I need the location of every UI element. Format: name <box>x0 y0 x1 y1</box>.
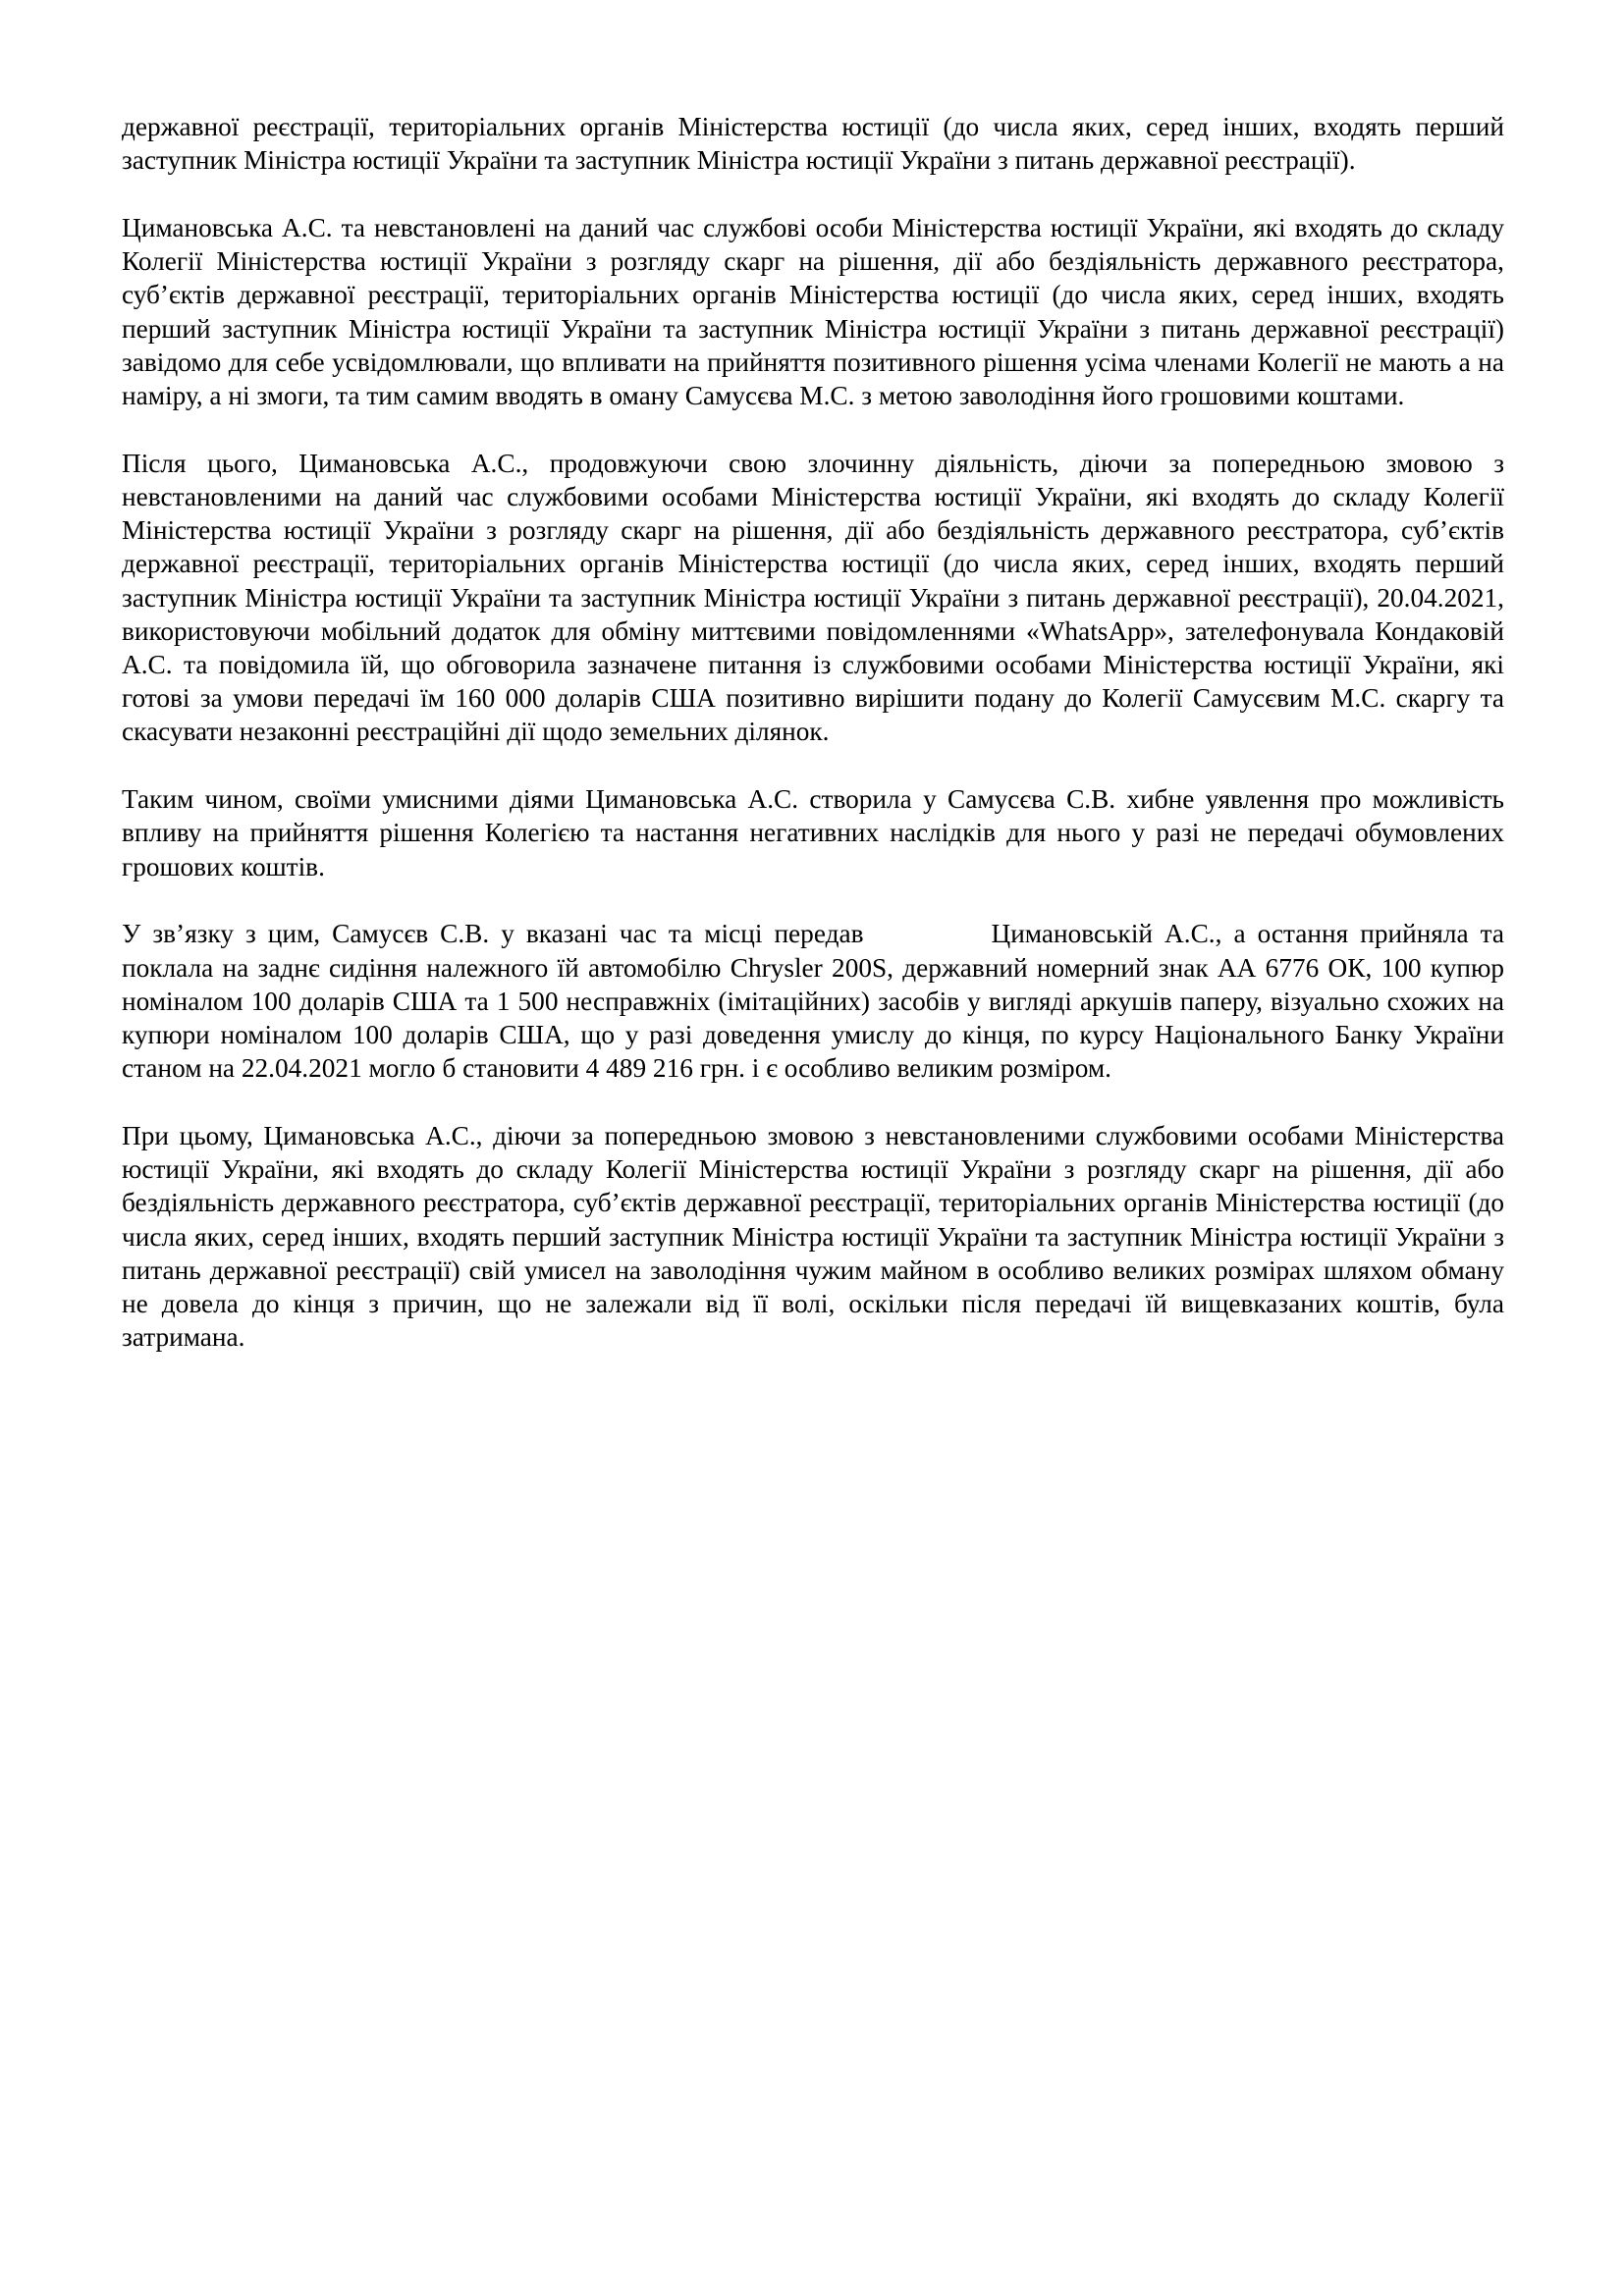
paragraph-continuation: державної реєстрації, територіальних органів Міністерства юстиції (до числа яких, серед інших, входять перший заступник Міністра юстиції України та заступник Міністра юстиції України з питань державної реєстрації). <box>122 112 1504 176</box>
paragraph-money-transfer <box>122 917 1504 1085</box>
paragraph-money-transfer-part1: У зв’язку з цим, Самусєв С.В. у вказані час та місці передав <box>122 919 864 949</box>
paragraph-awareness: Цимановська А.С. та невстановлені на даний час службові особи Міністерства юстиції України, які входять до складу Колегії Міністерства юстиції України з розгляду скарг на рішення, дії або бездіяльність державного реєстратора, суб’єктів державної реєстрації, територіальних органів Міністерства юстиції (до числа яких, серед інших, входять перший заступник Міністра юстиції України та заступник Міністра юстиції України з питань державної реєстрації) завідомо для себе усвідомлювали, що впливати на прийняття позитивного рішення усіма членами Колегії не мають а на наміру, а ні змоги, та тим самим вводять в оману Самусєва М.С. з метою заволодіння його грошовими коштами. <box>122 213 1504 411</box>
paragraph-whatsapp-call: Після цього, Цимановська А.С., продовжуючи свою злочинну діяльність, діючи за попередньою змовою з невстановленими на даний час службовими особами Міністерства юстиції України, які входять до складу Колегії Міністерства юстиції України з розгляду скарг на рішення, дії або бездіяльність державного реєстратора, суб’єктів державної реєстрації, територіальних органів Міністерства юстиції (до числа яких, серед інших, входять перший заступник Міністра юстиції України та заступник Міністра юстиції України з питань державної реєстрації), 20.04.2021, використовуючи мобільний додаток для обміну миттєвими повідомленнями «WhatsApp», зателефонувала Кондаковій А.С. та повідомила їй, що обговорила зазначене питання із службовими особами Міністерства юстиції України, які готові за умови передачі їм 160 000 доларів США позитивно вирішити подану до Колегії Самусєвим М.С. скаргу та скасувати незаконні реєстраційні дії щодо земельних ділянок. <box>122 448 1504 747</box>
paragraph-false-impression: Таким чином, своїми умисними діями Цимановська А.С. створила у Самусєва С.В. хибне уявлення про можливість впливу на прийняття рішення Колегією та настання негативних наслідків для нього у разі не передачі обумовлених грошових коштів. <box>122 784 1504 881</box>
document-page <box>122 110 1504 1388</box>
paragraph-detention: При цьому, Цимановська А.С., діючи за попередньою змовою з невстановленими службовими особами Міністерства юстиції України, які входять до складу Колегії Міністерства юстиції України з розгляду скарг на рішення, дії або бездіяльність державного реєстратора, суб’єктів державної реєстрації, територіальних органів Міністерства юстиції (до числа яких, серед інших, входять перший заступник Міністра юстиції України та заступник Міністра юстиції України з питань державної реєстрації) свій умисел на заволодіння чужим майном в особливо великих розмірах шляхом обману не довела до кінця з причин, що не залежали від її волі, оскільки після передачі їй вищевказаних коштів, була затримана. <box>122 1121 1504 1353</box>
paragraph-money-transfer-part2: Цимановській А.С., а остання прийняла та поклала на заднє сидіння належного їй автомобілю Chrysler 200S, державний номерний знак АА 6776 ОК, 100 купюр номіналом 100 доларів США та 1 500 несправжніх (імітаційних) засобів у вигляді аркушів паперу, візуально схожих на купюри номіналом 100 доларів США, що у разі доведення умислу до кінця, по курсу Національного Банку України станом на 22.04.2021 могло б становити 4 489 216 грн. і є особливо великим розміром. <box>122 919 1504 1084</box>
